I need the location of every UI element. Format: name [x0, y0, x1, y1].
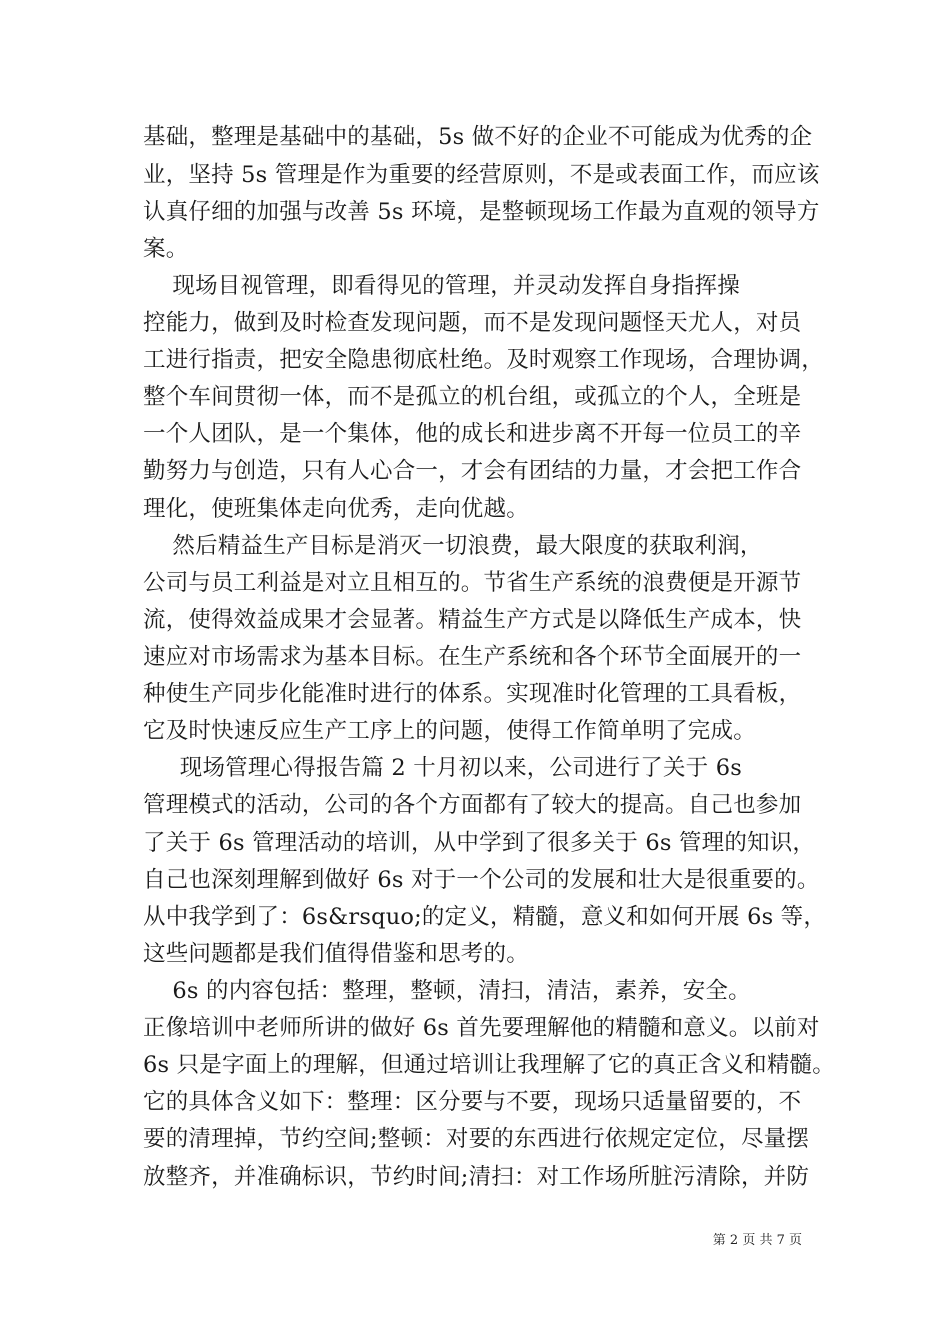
text-line: 了关于 6s 管理活动的培训，从中学到了很多关于 6s 管理的知识，: [143, 830, 816, 856]
page-number: 第 2 页 共 7 页: [712, 1233, 802, 1248]
text-line: 从中我学到了：6s&rsquo;的定义，精髓，意义和如何开展 6s 等，: [143, 904, 827, 930]
text-line: 6s 只是字面上的理解，但通过培训让我理解了它的真正含义和精髓。: [143, 1052, 835, 1078]
text-line: 6s 的内容包括：整理，整顿，清扫，清洁，素养，安全。: [143, 978, 751, 1004]
text-line: 这些问题都是我们值得借鉴和思考的。: [143, 941, 529, 967]
text-line: 现场目视管理，即看得见的管理，并灵动发挥自身指挥操: [143, 273, 740, 299]
text-line: 种使生产同步化能准时进行的体系。实现准时化管理的工具看板，: [143, 681, 802, 707]
text-line: 管理模式的活动，公司的各个方面都有了较大的提高。自己也参加: [143, 792, 802, 818]
text-line: 然后精益生产目标是消灭一切浪费，最大限度的获取利润，: [143, 533, 763, 559]
text-line: 它的具体含义如下：整理：区分要与不要，现场只适量留要的，不: [143, 1089, 802, 1115]
text-line: 正像培训中老师所讲的做好 6s 首先要理解他的精髓和意义。以前对: [143, 1015, 820, 1041]
text-line: 认真仔细的加强与改善 5s 环境，是整顿现场工作最为直观的领导方: [143, 199, 820, 225]
text-line: 自己也深刻理解到做好 6s 对于一个公司的发展和壮大是很重要的。: [143, 867, 820, 893]
text-line: 放整齐，并准确标识，节约时间;清扫：对工作场所脏污清除，并防: [143, 1164, 810, 1190]
text-line: 案。: [143, 236, 189, 262]
text-line: 公司与员工利益是对立且相互的。节省生产系统的浪费便是开源节: [143, 570, 802, 596]
text-line: 控能力，做到及时检查发现问题，而不是发现问题怪天尤人，对员: [143, 310, 802, 336]
text-line: 理化，使班集体走向优秀，走向优越。: [143, 496, 529, 522]
text-line: 基础，整理是基础中的基础，5s 做不好的企业不可能成为优秀的企: [143, 124, 813, 150]
text-line: 整个车间贯彻一体，而不是孤立的机台组，或孤立的个人，全班是: [143, 384, 802, 410]
text-line: 现场管理心得报告篇 2 十月初以来，公司进行了关于 6s: [143, 755, 742, 781]
text-line: 要的清理掉，节约空间;整顿：对要的东西进行依规定定位，尽量摆: [143, 1126, 810, 1152]
text-line: 流，使得效益成果才会显著。精益生产方式是以降低生产成本，快: [143, 607, 802, 633]
text-line: 它及时快速反应生产工序上的问题，使得工作简单明了完成。: [143, 718, 756, 744]
text-line: 速应对市场需求为基本目标。在生产系统和各个环节全面展开的一: [143, 644, 802, 670]
text-line: 勤努力与创造，只有人心合一，才会有团结的力量，才会把工作合: [143, 458, 802, 484]
text-line: 一个人团队，是一个集体，他的成长和进步离不开每一位员工的辛: [143, 421, 802, 447]
text-line: 工进行指责，把安全隐患彻底杜绝。及时观察工作现场，合理协调，: [143, 347, 825, 373]
text-line: 业，坚持 5s 管理是作为重要的经营原则，不是或表面工作，而应该: [143, 162, 820, 188]
